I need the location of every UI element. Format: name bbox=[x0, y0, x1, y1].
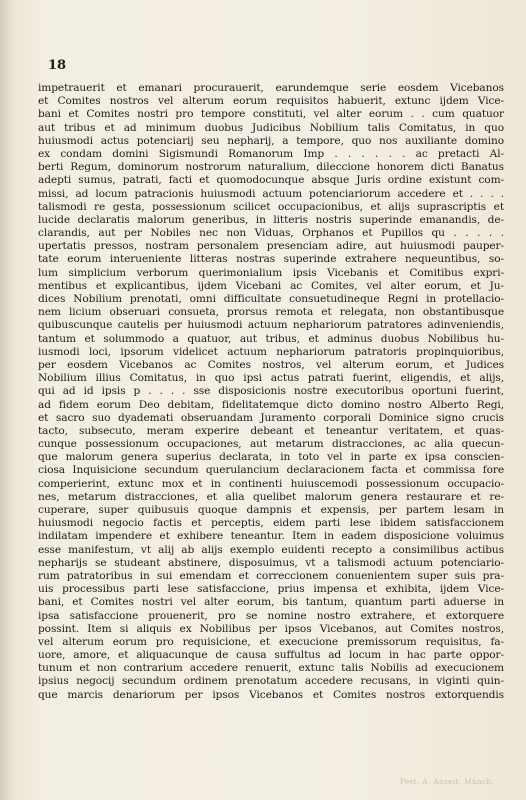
text-line: tantum et solummodo a quatuor, aut tribus, et adminus duobus Nobilibus hu- bbox=[38, 332, 504, 345]
text-line: quibuscunque cautelis per huiusmodi actuum nephariorum patratores adinveniendis, bbox=[38, 319, 504, 332]
text-line: adepti sumus, patrati, facti et quomodocunque absque Juris ordine existunt com- bbox=[38, 174, 504, 187]
text-line: tate eorum interueniente litteras nostras superinde extrahere nequeuntibus, so- bbox=[38, 253, 504, 266]
text-line: possint. Item si aliquis ex Nobilibus per ipsos Vicebanos, aut Comites nostros, bbox=[38, 622, 504, 635]
text-line: ex condam domini Sigismundi Romanorum Imp . . . . . . ac pretacti Al- bbox=[38, 147, 504, 160]
text-line: rum patratoribus in sui emendam et correccionem conuenientem super suis pra- bbox=[38, 569, 504, 582]
text-line: lum simplicium verborum querimonialium ipsis Vicebanis et Comitibus expri- bbox=[38, 266, 504, 279]
text-line: indilatam impendere et exhibere teneantur. Item in eadem disposicione voluimus bbox=[38, 530, 504, 543]
body-text bbox=[38, 82, 504, 702]
text-line: aut tribus et ad minimum duobus Judicibus Nobilium talis Comitatus, in quo bbox=[38, 121, 504, 134]
text-line: dices Nobilium prenotati, omni difficultate consuetudineque Regni in protellacio- bbox=[38, 293, 504, 305]
text-line: talismodi re gesta, possessionum scilicet occupacionibus, et alijs suprascriptis et bbox=[38, 200, 504, 213]
spine-shadow bbox=[0, 0, 14, 800]
text-line: berti Regum, dominorum nostrorum naturalium, dileccione honorem dicti Banatus bbox=[38, 161, 504, 174]
page-number: 18 bbox=[48, 58, 67, 73]
text-line: cuperare, super quibusuis quoque dampnis et expensis, per partem lesam in bbox=[38, 504, 504, 516]
text-line: huiusmodi actus potenciarij seu nepharij, a tempore, quo nos auxiliante domino bbox=[38, 134, 504, 147]
text-line: per eosdem Vicebanos ac Comites nostros, vel alterum eorum, et Judices bbox=[38, 358, 504, 371]
text-line: qui ad id ipsis p . . . . sse disposicionis nostre executoribus oportuni fuerint, bbox=[38, 385, 504, 398]
text-line: et Comites nostros vel alterum eorum requisitos habuerit, extunc ijdem Vice- bbox=[38, 95, 504, 108]
text-line: iusmodi loci, ipsorum videlicet actuum nephariorum patratoris propinquioribus, bbox=[38, 345, 504, 358]
text-line: nem licium obseruari consueta, prorsus remota et relegata, non obstantibusque bbox=[38, 306, 504, 319]
text-line: ipsius negocij secundum ordinem prenotatum accedere recusans, in viginti quin- bbox=[38, 675, 504, 688]
text-line: vel alterum eorum pro requisicione, et execucione premissorum requisitus, fa- bbox=[38, 635, 504, 648]
text-line: huiusmodi negocio factis et perceptis, eidem parti lese ibidem satisfaccionem bbox=[38, 517, 504, 530]
text-line: nes, metarum distracciones, et alia quelibet malorum genera restaurare et re- bbox=[38, 490, 504, 503]
text-line: upertatis pressos, nostram personalem presenciam adire, aut huiusmodi pauper- bbox=[38, 240, 504, 253]
text-line: Nobilium illius Comitatus, in quo ipsi actus patrati fuerint, eligendis, et alijs, bbox=[38, 372, 504, 385]
text-line: mentibus et explicantibus, ijdem Vicebani ac Comites, vel alter eorum, et Ju- bbox=[38, 279, 504, 292]
text-line: cunque possessionum occupaciones, aut metarum distracciones, ac alia quecun- bbox=[38, 438, 504, 451]
text-line: que malorum genera superius declarata, in toto vel in parte ex ipsa conscien- bbox=[38, 451, 504, 464]
text-line: tunum et non contrarium accedere renuerit, extunc talis Nobilis ad execucionem bbox=[38, 662, 504, 675]
text-line: impetrauerit et emanari procurauerit, earundemque serie eosdem Vicebanos bbox=[38, 82, 504, 94]
text-line: uore, amore, et aliquacunque de causa suffultus ad locum in hac parte oppor- bbox=[38, 649, 504, 662]
library-stamp: Pest, A. Anzeit. Münch. bbox=[400, 778, 495, 786]
text-line: comperierint, extunc mox et in continenti huiuscemodi possessionum occupacio- bbox=[38, 477, 504, 490]
text-line: ad fidem eorum Deo debitam, fidelitatemque dicto domino nostro Alberto Regi, bbox=[38, 398, 504, 411]
text-line: esse manifestum, vt alij ab alijs exemplo euidenti recepto a consimilibus actibus bbox=[38, 543, 504, 556]
text-line: nepharijs se studeant abstinere, disposuimus, vt a talismodi actuum potenciario- bbox=[38, 556, 504, 569]
text-line: bani, et Comites nostri vel alter eorum, bis tantum, quantum parti aduerse in bbox=[38, 596, 504, 609]
text-line: clarandis, aut per Nobiles nec non Viduas, Orphanos et Pupillos qu . . . . . bbox=[38, 227, 504, 240]
text-line: que marcis denariorum per ipsos Vicebanos et Comites nostros extorquendis bbox=[38, 688, 504, 701]
text-line: ipsa satisfaccione prouenerit, pro se nomine nostro extrahere, et extorquere bbox=[38, 609, 504, 622]
text-line: tacto, subsecuto, meram experire debeant et teneantur veritatem, et quas- bbox=[38, 424, 504, 437]
text-line: uis processibus parti lese satisfaccione, prius impensa et exhibita, ijdem Vice- bbox=[38, 583, 504, 596]
text-line: missi, ad locum patracionis huiusmodi actuum potenciariorum accedere et . . . . bbox=[38, 187, 504, 200]
text-line: lucide declaratis malorum generibus, in litteris nostris superinde emanandis, de- bbox=[38, 213, 504, 226]
text-line: et sacro suo dyademati obseruandam Juramento corporali Dominice signo crucis bbox=[38, 411, 504, 424]
text-line: ciosa Inquisicione secundum querulancium declaracionem facta et commissa fore bbox=[38, 464, 504, 477]
text-line: bani et Comites nostri pro tempore constituti, vel alter eorum . . cum quatuor bbox=[38, 108, 504, 121]
